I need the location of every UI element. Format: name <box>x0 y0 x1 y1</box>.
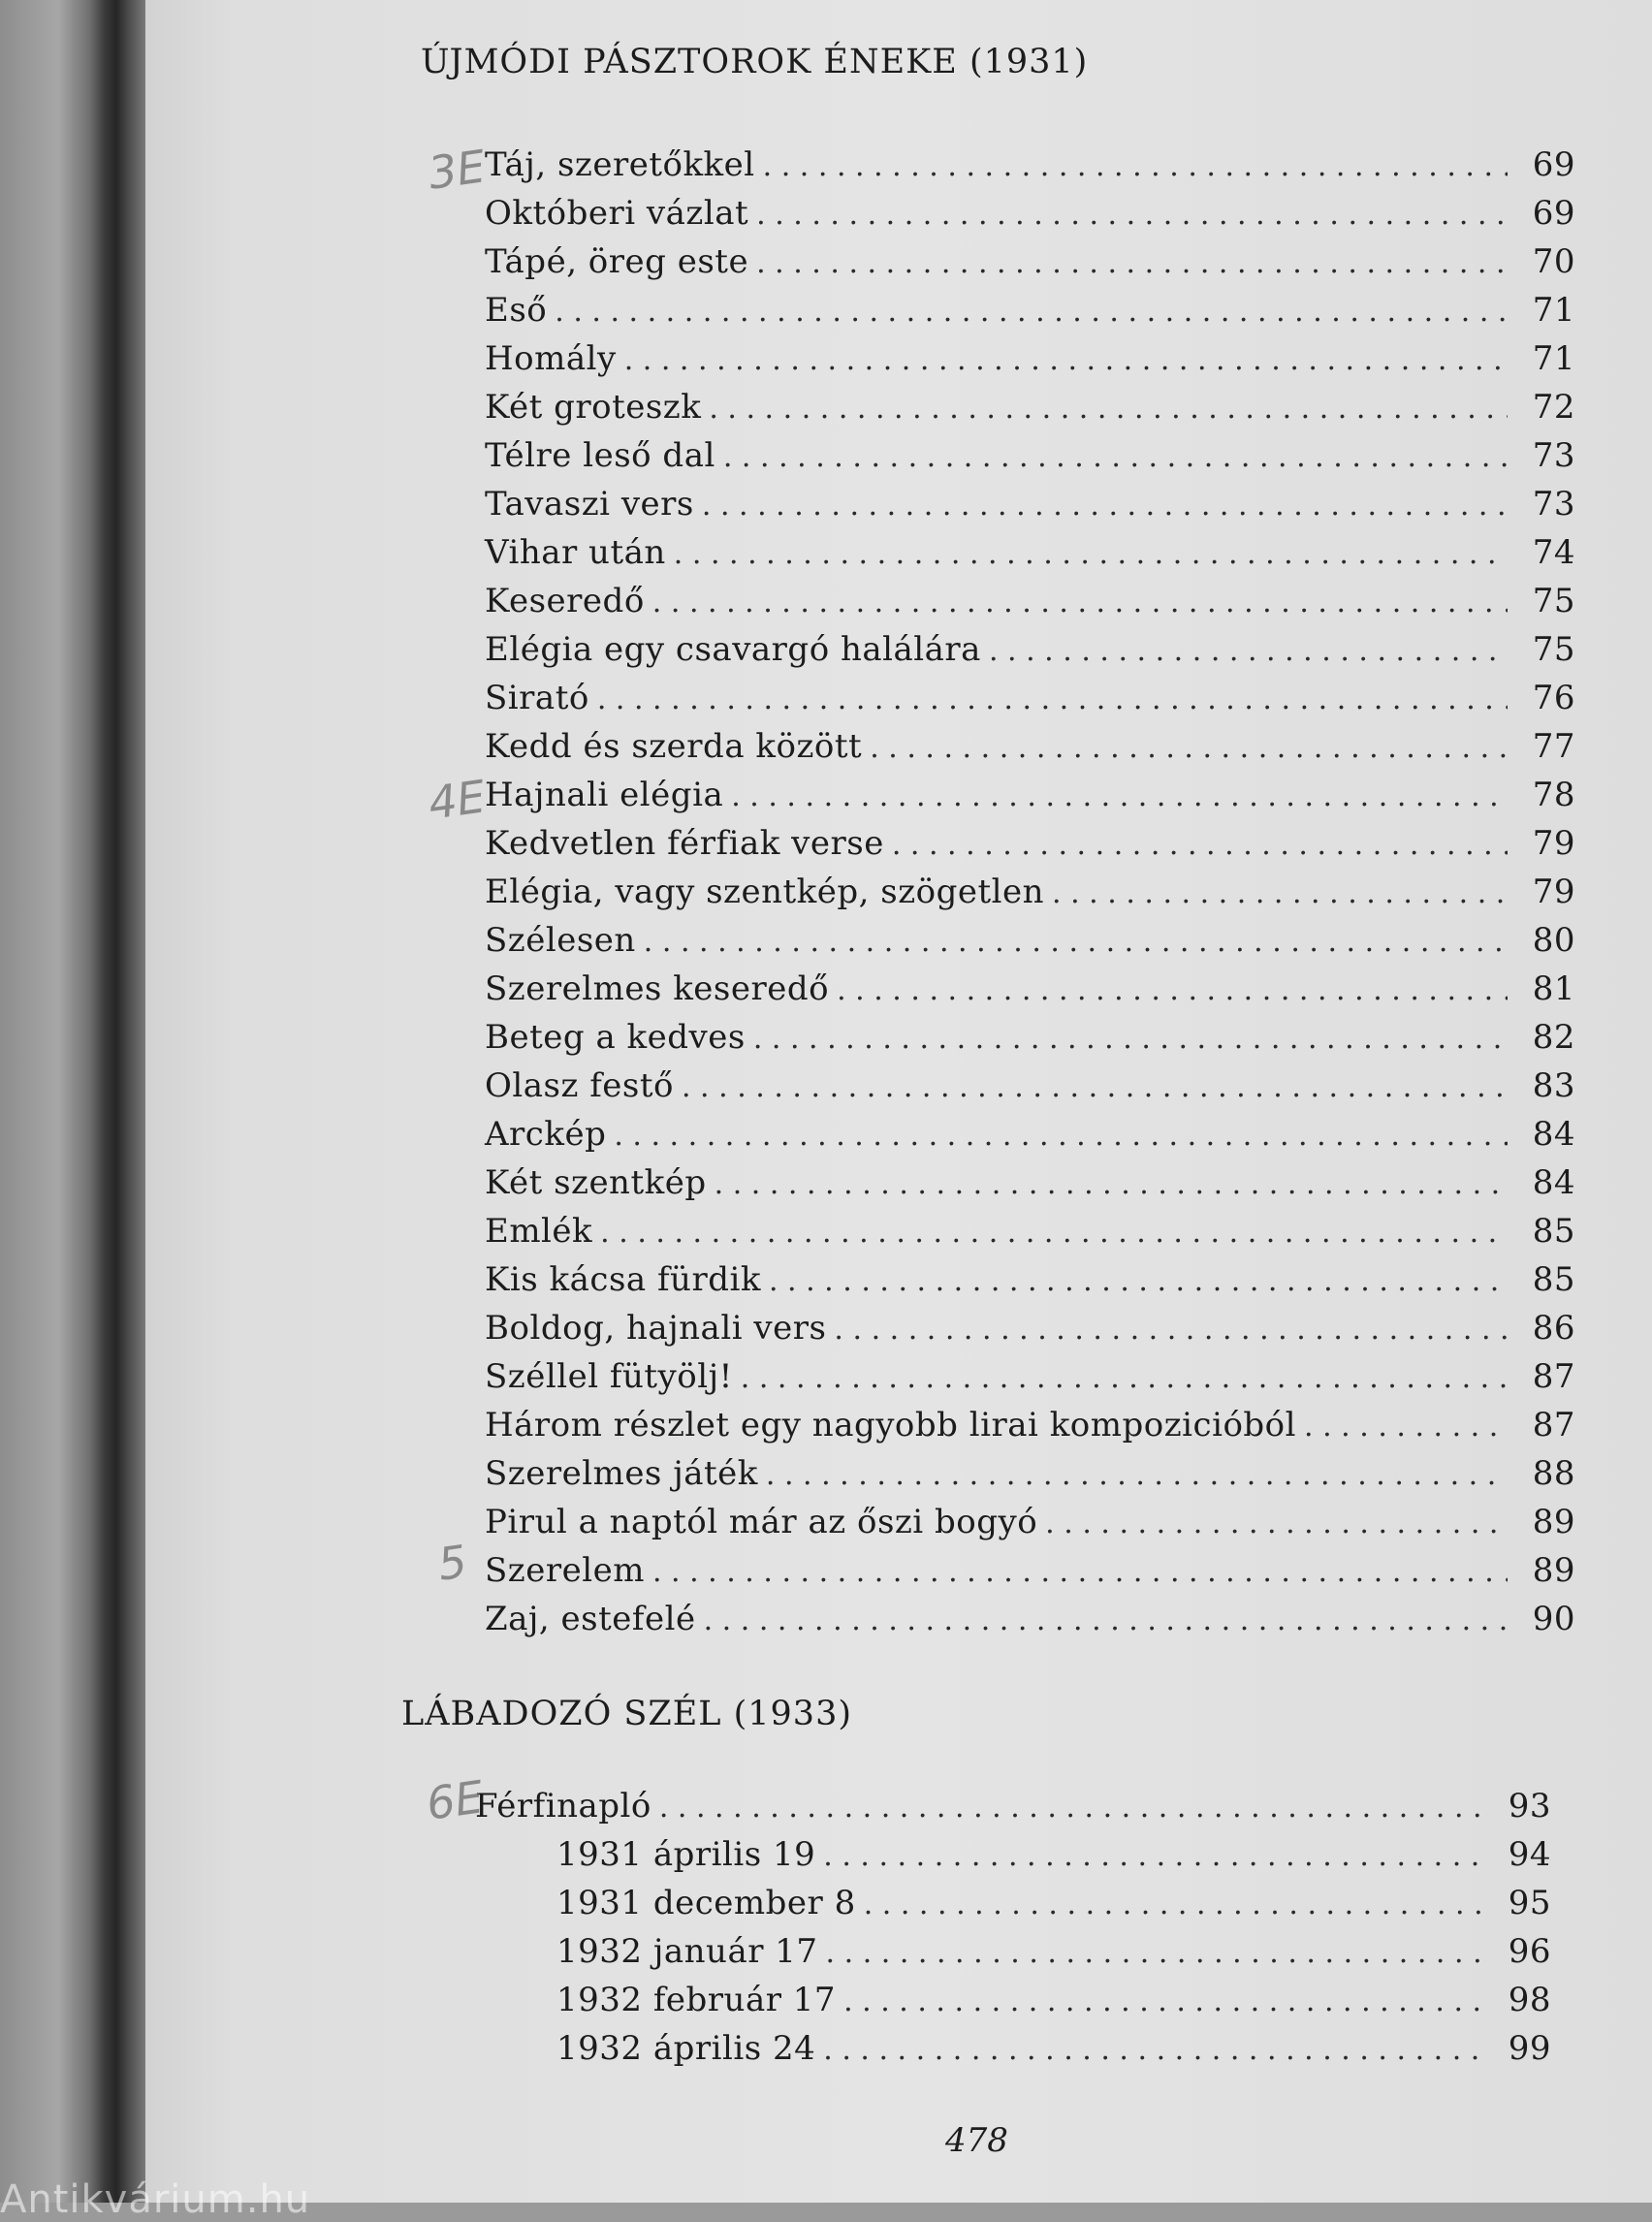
toc-entry-page: 73 <box>1532 485 1575 524</box>
toc-entry-title: Szélesen <box>485 921 636 960</box>
toc-entry <box>485 1352 1575 1401</box>
toc-entry <box>485 819 1575 868</box>
toc-entry-page: 95 <box>1508 1884 1551 1922</box>
toc-entry-title: 1931 április 19 <box>556 1835 816 1874</box>
dot-leader <box>864 1881 1483 1929</box>
toc-entry <box>485 771 1575 819</box>
toc-entry <box>485 334 1575 383</box>
dot-leader <box>709 385 1508 433</box>
toc-entry-title: Férfinapló <box>475 1787 651 1825</box>
toc-entry-page: 80 <box>1532 921 1575 960</box>
dot-leader <box>555 288 1508 336</box>
dot-leader <box>753 1015 1508 1063</box>
toc-entry <box>485 1255 1575 1304</box>
dot-leader <box>892 821 1508 870</box>
section-heading-ujmodi: ÚJMÓDI PÁSZTOROK ÉNEKE (1931) <box>421 43 1089 81</box>
toc-entry <box>485 1595 1575 1643</box>
toc-entry-page: 74 <box>1532 533 1575 572</box>
toc-entry <box>485 722 1575 771</box>
toc-entry-title: Kedvetlen férfiak verse <box>485 824 884 863</box>
toc-entry-page: 83 <box>1532 1066 1575 1105</box>
toc-entry <box>485 1159 1575 1207</box>
dot-leader <box>834 1306 1508 1354</box>
toc-entry-title: Keseredő <box>485 582 645 620</box>
toc-entry-page: 87 <box>1532 1406 1575 1444</box>
toc-entry-page: 84 <box>1532 1163 1575 1202</box>
toc-entry <box>475 1879 1551 1927</box>
dot-leader <box>715 1160 1508 1209</box>
toc-entry-page: 79 <box>1532 824 1575 863</box>
toc-entry-title: Két groteszk <box>485 388 702 427</box>
dot-leader <box>870 724 1508 773</box>
section-heading-labadozo: LÁBADOZÓ SZÉL (1933) <box>401 1695 853 1733</box>
margin-note: 3E <box>425 140 489 200</box>
toc-entry-title: Télre leső dal <box>485 436 715 475</box>
toc-entry <box>485 674 1575 722</box>
toc-entry-page: 85 <box>1532 1212 1575 1251</box>
watermark: Antikvárium.hu <box>0 2177 311 2222</box>
dot-leader <box>1045 1500 1508 1548</box>
toc-entry-title: Kis kácsa fürdik <box>485 1260 761 1299</box>
toc-entry-page: 93 <box>1508 1787 1551 1825</box>
toc-entry <box>485 965 1575 1013</box>
dot-leader <box>652 579 1508 627</box>
toc-entry <box>485 1207 1575 1255</box>
dot-leader <box>741 1354 1508 1403</box>
toc-entry-page: 85 <box>1532 1260 1575 1299</box>
dot-leader <box>989 627 1508 676</box>
toc-entry-title: Széllel fütyölj! <box>485 1357 733 1396</box>
dot-leader <box>600 1209 1508 1257</box>
dot-leader <box>614 1112 1508 1160</box>
dot-leader <box>644 918 1508 967</box>
dot-leader <box>652 1548 1508 1597</box>
toc-entry <box>485 141 1575 189</box>
toc-entry-page: 86 <box>1532 1309 1575 1348</box>
toc-entry-title: 1931 december 8 <box>556 1884 856 1922</box>
dot-leader <box>756 191 1508 239</box>
margin-note: 5 <box>434 1535 470 1591</box>
toc-entry <box>485 1449 1575 1498</box>
dot-leader <box>659 1784 1483 1832</box>
toc-entry <box>485 1546 1575 1595</box>
dot-leader <box>597 676 1508 724</box>
toc-entry-page: 88 <box>1532 1454 1575 1493</box>
dot-leader <box>766 1451 1508 1500</box>
toc-entry <box>485 431 1575 480</box>
toc-entry <box>485 1401 1575 1449</box>
page-number: 478 <box>945 2121 1008 2160</box>
toc-entry <box>485 286 1575 334</box>
toc-entry-page: 71 <box>1532 339 1575 378</box>
toc-entry <box>485 1062 1575 1110</box>
toc-entry <box>485 238 1575 286</box>
dot-leader <box>823 2026 1483 2075</box>
dot-leader <box>756 239 1508 288</box>
toc-entry <box>475 1830 1551 1879</box>
dot-leader <box>723 433 1508 482</box>
toc-entry-page: 70 <box>1532 242 1575 281</box>
dot-leader <box>843 1978 1483 2026</box>
toc-entry <box>485 868 1575 916</box>
toc-entry-title: Kedd és szerda között <box>485 727 863 766</box>
toc-entry-title: 1932 január 17 <box>556 1932 818 1971</box>
toc-entry-title: Olasz festő <box>485 1066 674 1105</box>
toc-entry-title: Októberi vázlat <box>485 194 749 233</box>
toc-entry <box>475 1782 1551 1830</box>
dot-leader <box>702 482 1508 530</box>
toc-entry-title: Vihar után <box>485 533 666 572</box>
toc-entry-page: 96 <box>1508 1932 1551 1971</box>
dot-leader <box>1052 870 1508 918</box>
toc-entry <box>475 1976 1551 2024</box>
toc-entry <box>485 1304 1575 1352</box>
toc-entry-title: Elégia egy csavargó halálára <box>485 630 981 669</box>
toc-entry-page: 94 <box>1508 1835 1551 1874</box>
toc-section-labadozo <box>475 1782 1551 1830</box>
toc-entry <box>485 480 1575 528</box>
dot-leader <box>769 1257 1508 1306</box>
dot-leader <box>682 1063 1508 1112</box>
toc-entry <box>485 625 1575 674</box>
toc-entry-page: 76 <box>1532 679 1575 717</box>
toc-entry-page: 89 <box>1532 1551 1575 1590</box>
toc-entry-page: 82 <box>1532 1018 1575 1057</box>
toc-entry-page: 90 <box>1532 1600 1575 1638</box>
toc-entry-title: Eső <box>485 291 548 330</box>
toc-entry <box>485 189 1575 238</box>
toc-entry-page: 87 <box>1532 1357 1575 1396</box>
toc-entry-page: 75 <box>1532 582 1575 620</box>
toc-entry-page: 98 <box>1508 1981 1551 2019</box>
toc-entry-title: Beteg a kedves <box>485 1018 746 1057</box>
toc-entry <box>485 383 1575 431</box>
toc-entry-page: 71 <box>1532 291 1575 330</box>
toc-entry-title: 1932 február 17 <box>556 1981 837 2019</box>
toc-entry-page: 84 <box>1532 1115 1575 1154</box>
toc-entry-page: 75 <box>1532 630 1575 669</box>
toc-entry <box>485 528 1575 577</box>
dot-leader <box>823 1832 1483 1881</box>
toc-entry <box>485 916 1575 965</box>
toc-entry-page: 69 <box>1532 145 1575 184</box>
dot-leader <box>674 530 1508 579</box>
toc-entry-title: Két szentkép <box>485 1163 707 1202</box>
toc-entry <box>485 1498 1575 1546</box>
toc-entry-page: 78 <box>1532 776 1575 814</box>
toc-entry <box>475 1927 1551 1976</box>
dot-leader <box>826 1929 1483 1978</box>
toc-entry-title: Szerelem <box>485 1551 645 1590</box>
dot-leader <box>1304 1403 1508 1451</box>
toc-entry <box>475 2024 1551 2073</box>
toc-entry-page: 72 <box>1532 388 1575 427</box>
toc-entry-title: Homály <box>485 339 617 378</box>
toc-entry <box>485 1110 1575 1159</box>
toc-subsection-ferfinaplo <box>475 1830 1551 2073</box>
dot-leader <box>763 143 1508 191</box>
toc-entry <box>485 577 1575 625</box>
toc-entry-title: Boldog, hajnali vers <box>485 1309 827 1348</box>
toc-entry-title: Szerelmes keseredő <box>485 969 830 1008</box>
toc-entry-title: Arckép <box>485 1115 607 1154</box>
toc-entry-title: Sirató <box>485 679 589 717</box>
toc-entry-title: Három részlet egy nagyobb lirai kompozicióból <box>485 1406 1297 1444</box>
toc-entry-page: 77 <box>1532 727 1575 766</box>
toc-entry-title: Táj, szeretőkkel <box>485 145 755 184</box>
toc-entry-title: Elégia, vagy szentkép, szögetlen <box>485 873 1045 911</box>
toc-entry-title: Tápé, öreg este <box>485 242 749 281</box>
margin-note: 6E <box>423 1770 487 1830</box>
toc-entry-page: 69 <box>1532 194 1575 233</box>
toc-entry-page: 73 <box>1532 436 1575 475</box>
toc-entry-title: Zaj, estefelé <box>485 1600 696 1638</box>
book-spine-shadow <box>0 0 145 2203</box>
toc-entry-page: 81 <box>1532 969 1575 1008</box>
toc-entry-page: 99 <box>1508 2029 1551 2068</box>
toc-entry-title: Tavaszi vers <box>485 485 694 524</box>
toc-section-ujmodi <box>485 141 1575 1643</box>
toc-entry <box>485 1013 1575 1062</box>
margin-note: 4E <box>425 770 489 830</box>
toc-entry-title: Pirul a naptól már az őszi bogyó <box>485 1503 1038 1541</box>
toc-entry-page: 89 <box>1532 1503 1575 1541</box>
toc-entry-page: 79 <box>1532 873 1575 911</box>
toc-entry-title: 1932 április 24 <box>556 2029 816 2068</box>
toc-entry-title: Hajnali elégia <box>485 776 724 814</box>
dot-leader <box>704 1597 1508 1645</box>
dot-leader <box>624 336 1508 385</box>
toc-entry-title: Szerelmes játék <box>485 1454 758 1493</box>
toc-entry-title: Emlék <box>485 1212 593 1251</box>
dot-leader <box>837 967 1508 1015</box>
dot-leader <box>731 773 1508 821</box>
